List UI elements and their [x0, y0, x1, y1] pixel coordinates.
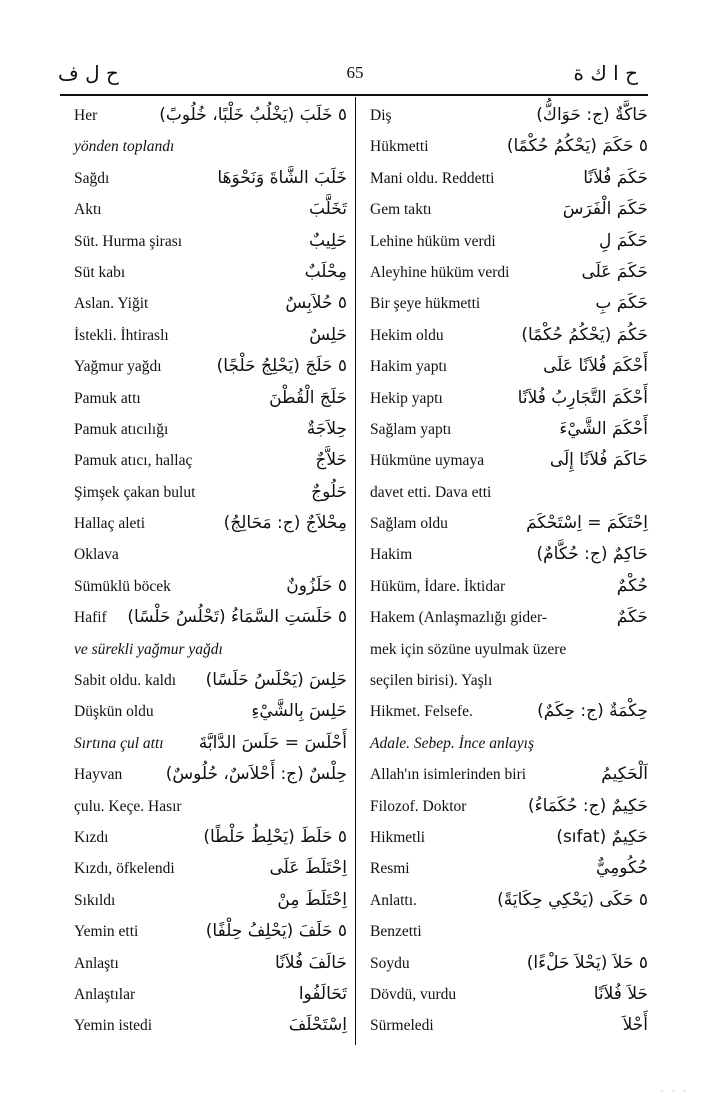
dictionary-entry	[60, 885, 347, 916]
turkish-meaning: Pamuk attı	[74, 389, 141, 407]
dictionary-entry	[366, 351, 648, 382]
dictionary-entry	[366, 665, 648, 696]
arabic-headword: حَلِسٌ	[309, 324, 347, 345]
arabic-headword: حَلِسَ بِالشَّيْءِ	[251, 701, 347, 722]
arabic-headword: مِحْلَبٌ	[304, 261, 347, 282]
turkish-meaning: Aslan. Yiğit	[74, 295, 149, 313]
dictionary-entry	[60, 759, 347, 790]
dictionary-entry	[60, 226, 347, 257]
dictionary-entry	[366, 634, 648, 665]
turkish-meaning: Resmi	[370, 860, 410, 878]
turkish-meaning: Diş	[370, 107, 392, 124]
turkish-meaning: İstekli. İhtiraslı	[74, 326, 169, 344]
dictionary-entry	[366, 728, 648, 759]
turkish-meaning: Hikmet. Felsefe.	[370, 703, 473, 721]
dictionary-entry	[60, 979, 347, 1010]
column-divider	[355, 97, 356, 1045]
dictionary-entry	[366, 445, 648, 476]
turkish-meaning: Hekip yaptı	[370, 389, 443, 407]
dictionary-entry	[60, 288, 347, 319]
dictionary-entry	[60, 853, 347, 884]
arabic-headword: حَلِسَ (يَحْلَسُ حَلَسًا)	[205, 670, 347, 691]
arabic-headword: مِحْلاَجٌ (ج: مَحَالِجُ)	[223, 513, 347, 534]
arabic-headword: ٥ حَكَى (يَحْكِي حِكَايَةً)	[497, 889, 648, 910]
dictionary-entry	[60, 100, 347, 131]
turkish-meaning: Hükmüne uymaya	[370, 452, 485, 470]
arabic-headword: أَحْلَسَ = حَلَسَ الدَّابَّةَ	[198, 732, 347, 753]
turkish-meaning: Hikmetli	[370, 828, 426, 846]
dictionary-entry	[366, 759, 648, 790]
turkish-meaning: Lehine hüküm verdi	[370, 232, 496, 250]
dictionary-entry	[60, 791, 347, 822]
turkish-meaning: seçilen birisi). Yaşlı	[370, 672, 493, 690]
arabic-headword: حَكَمَ فُلاَنًا	[583, 167, 648, 188]
arabic-headword: حَكُمَ (يَحْكُمُ حُكْمًا)	[521, 324, 648, 345]
turkish-meaning: Anlaştılar	[74, 985, 136, 1003]
dictionary-entry	[366, 100, 648, 131]
turkish-meaning: Sümüklü böcek	[74, 577, 171, 595]
arabic-headword: أَحْكَمَ فُلاَنًا عَلَى	[543, 356, 648, 377]
arabic-headword: حَاكَمَ فُلاَنًا إِلَى	[549, 450, 648, 471]
turkish-meaning: davet etti. Dava etti	[370, 483, 492, 501]
turkish-meaning: Hallaç aleti	[74, 515, 145, 533]
dictionary-entry	[60, 320, 347, 351]
turkish-meaning: Hayvan	[74, 766, 123, 784]
dictionary-entry	[60, 665, 347, 696]
arabic-headword: حَكَمَ بِ	[595, 293, 648, 314]
arabic-headword: ٥ حَلَطَ (يَحْلِطُ حَلْطًا)	[203, 826, 347, 847]
dictionary-entry	[60, 948, 347, 979]
dictionary-entry	[366, 194, 648, 225]
turkish-meaning: Anlaştı	[74, 954, 119, 972]
dictionary-entry	[60, 728, 347, 759]
dictionary-entry	[366, 539, 648, 570]
dictionary-entry	[366, 602, 648, 633]
dictionary-entry	[60, 1010, 347, 1041]
arabic-headword: اِحْتَلَطَ مِنْ	[277, 889, 347, 910]
turkish-meaning: Soydu	[370, 954, 410, 972]
dictionary-entry	[60, 916, 347, 947]
turkish-meaning: Sağlam oldu	[370, 515, 448, 533]
turkish-meaning: Allah'ın isimlerinden biri	[370, 766, 527, 784]
arabic-headword: حَلَجَ الْقُطْنَ	[269, 387, 347, 408]
dictionary-entry	[60, 163, 347, 194]
dictionary-entry	[366, 383, 648, 414]
turkish-meaning: Süt kabı	[74, 263, 126, 281]
scan-speckle: · · ·	[660, 1086, 689, 1096]
turkish-meaning: Yemin etti	[74, 923, 139, 941]
arabic-headword: ٥ حَلَفَ (يَحْلِفُ حِلْفًا)	[205, 921, 347, 942]
turkish-meaning: Sabit oldu. kaldı	[74, 672, 177, 690]
turkish-meaning: Sürmeledi	[370, 1017, 434, 1035]
header-left-letters: ح ل ف	[58, 61, 119, 85]
arabic-headword: ٥ حَلاَ (يَحْلاَ حَلْءًا)	[526, 952, 648, 973]
turkish-meaning: Mani oldu. Reddetti	[370, 169, 495, 187]
dictionary-entry	[366, 320, 648, 351]
arabic-headword: أَحْلاَ	[622, 1015, 648, 1036]
dictionary-entry	[60, 634, 347, 665]
arabic-headword: اَلْحَكِيمُ	[601, 764, 648, 785]
dictionary-entry	[60, 194, 347, 225]
turkish-meaning: Kızdı	[74, 828, 109, 846]
arabic-headword: اِسْتَحْلَفَ	[288, 1015, 347, 1036]
arabic-headword: ٥ حَلَزُونٌ	[286, 575, 347, 596]
dictionary-entry	[60, 257, 347, 288]
dictionary-entry	[366, 885, 648, 916]
turkish-meaning: Hakem (Anlaşmazlığı gider-	[370, 609, 548, 627]
dictionary-entry	[60, 539, 347, 570]
turkish-meaning: Sağdı	[74, 169, 110, 187]
arabic-headword: حَلاَّجٌ	[315, 450, 347, 471]
arabic-headword: تَحَالَفُوا	[298, 983, 347, 1004]
turkish-meaning: ve sürekli yağmur yağdı	[74, 640, 223, 658]
turkish-meaning: Her	[74, 107, 98, 124]
dictionary-entry	[366, 288, 648, 319]
turkish-meaning: Hekim oldu	[370, 326, 444, 344]
dictionary-entry	[60, 696, 347, 727]
turkish-meaning: Sağlam yaptı	[370, 420, 452, 438]
arabic-headword: ٥ حَلَسَتِ السَّمَاءُ (تَحْلُسُ حَلْسًا)	[127, 607, 347, 628]
turkish-meaning: Pamuk atıcı, hallaç	[74, 452, 193, 470]
dictionary-entry	[366, 948, 648, 979]
dictionary-entry	[366, 131, 648, 162]
arabic-headword: حَكِيمٌ (sıfat)	[556, 826, 648, 847]
turkish-meaning: Bir şeye hükmetti	[370, 295, 481, 313]
turkish-meaning: Dövdü, vurdu	[370, 985, 457, 1003]
dictionary-entry	[60, 477, 347, 508]
turkish-meaning: Süt. Hurma şirası	[74, 232, 183, 250]
turkish-meaning: Yağmur yağdı	[74, 358, 162, 376]
dictionary-entry	[60, 445, 347, 476]
arabic-headword: حَاكَّةٌ (ج: حَوَاكُّ)	[536, 105, 648, 125]
turkish-meaning: Aleyhine hüküm verdi	[370, 263, 510, 281]
arabic-headword: حَلاَ فُلاَنًا	[593, 983, 648, 1004]
arabic-headword: حُكْمٌ	[616, 575, 648, 596]
arabic-headword: حَكَمٌ	[616, 607, 648, 628]
dictionary-entry	[366, 853, 648, 884]
turkish-meaning: çulu. Keçe. Hasır	[74, 797, 182, 815]
dictionary-entry	[366, 822, 648, 853]
turkish-meaning: Pamuk atıcılığı	[74, 420, 169, 438]
dictionary-entry	[60, 414, 347, 445]
turkish-meaning: Hüküm, İdare. İktidar	[370, 577, 506, 595]
dictionary-entry	[366, 508, 648, 539]
arabic-headword: تَخَلَّبَ	[308, 199, 347, 220]
arabic-headword: حَكِيمٌ (ج: حُكَمَاءُ)	[527, 795, 648, 816]
arabic-headword: اِحْتَكَمَ = اِسْتَحْكَمَ	[526, 513, 648, 534]
dictionary-entry	[366, 696, 648, 727]
arabic-headword: خَلَبَ الشَّاةَ وَنَحْوَهَا	[217, 167, 347, 188]
turkish-meaning: Filozof. Doktor	[370, 797, 467, 815]
dictionary-entry	[366, 477, 648, 508]
arabic-headword: ٥ حَكَمَ (يَحْكُمُ حُكْمًا)	[506, 136, 648, 157]
dictionary-entry	[60, 602, 347, 633]
arabic-headword: ٥ خَلَبَ (يَخْلُبُ خَلْبًا، خُلُوبً)	[159, 105, 347, 125]
arabic-headword: اِحْتَلَطَ عَلَى	[269, 858, 347, 879]
turkish-meaning: Gem taktı	[370, 201, 432, 219]
turkish-meaning: Kızdı, öfkelendi	[74, 860, 175, 878]
dictionary-entry	[60, 351, 347, 382]
turkish-meaning: Yemin istedi	[74, 1017, 153, 1035]
left-column	[60, 100, 347, 1042]
turkish-meaning: Hakim yaptı	[370, 358, 448, 376]
right-column	[366, 100, 648, 1042]
turkish-meaning: Hakim	[370, 546, 413, 564]
turkish-meaning: Şimşek çakan bulut	[74, 483, 196, 501]
dictionary-entry	[366, 226, 648, 257]
turkish-meaning: Sırtına çul attı	[74, 734, 164, 752]
arabic-headword: ٥ حُلاَبِسٌ	[285, 293, 347, 314]
dictionary-entry	[60, 571, 347, 602]
dictionary-entry	[60, 822, 347, 853]
header-right-letters: ح ا ك ة	[573, 61, 638, 85]
arabic-headword: حَلُوجٌ	[311, 481, 347, 502]
arabic-headword: حَكَمَ عَلَى	[581, 261, 648, 282]
dictionary-entry	[366, 257, 648, 288]
turkish-meaning: Hükmetti	[370, 138, 429, 156]
dictionary-entry	[60, 508, 347, 539]
dictionary-entry	[60, 383, 347, 414]
turkish-meaning: yönden toplandı	[74, 138, 175, 156]
turkish-meaning: Düşkün oldu	[74, 703, 154, 721]
turkish-meaning: Aktı	[74, 201, 102, 219]
arabic-headword: حُكُومِيٌّ	[596, 858, 648, 879]
dictionary-entry	[60, 131, 347, 162]
turkish-meaning: Anlattı.	[370, 891, 417, 909]
arabic-headword: ٥ حَلَجَ (يَحْلِجُ حَلْجًا)	[216, 356, 347, 377]
dictionary-entry	[366, 571, 648, 602]
dictionary-entry	[366, 1010, 648, 1041]
arabic-headword: حِلاَجَةٌ	[306, 418, 347, 439]
arabic-headword: أَحْكَمَ التَّجَارِبُ فُلاَنًا	[517, 387, 648, 408]
dictionary-entry	[366, 979, 648, 1010]
arabic-headword: حِلْسٌ (ج: أَحْلاَسٌ، حُلُوسٌ)	[165, 764, 347, 785]
turkish-meaning: Sıkıldı	[74, 891, 116, 909]
dictionary-entry	[366, 163, 648, 194]
dictionary-entry	[366, 414, 648, 445]
dictionary-entry	[366, 791, 648, 822]
page-number: 65	[346, 63, 364, 82]
turkish-meaning: Hafif	[74, 609, 107, 627]
arabic-headword: حَكَمَ الْفَرَسَ	[562, 199, 648, 220]
arabic-headword: أَحْكَمَ الشَّيْءَ	[559, 418, 648, 439]
turkish-meaning: Oklava	[74, 546, 119, 564]
turkish-meaning: mek için sözüne uyulmak üzere	[370, 640, 567, 658]
arabic-headword: حَاكِمٌ (ج: حُكَّامٌ)	[536, 544, 648, 565]
arabic-headword: حَلِيبٌ	[309, 230, 347, 251]
turkish-meaning: Adale. Sebep. İnce anlayış	[370, 734, 534, 752]
arabic-headword: حِكْمَةٌ (ج: حِكَمٌ)	[537, 701, 648, 722]
turkish-meaning: Benzetti	[370, 923, 422, 941]
header-rule	[60, 94, 648, 96]
arabic-headword: حَكَمَ لِ	[599, 230, 648, 251]
arabic-headword: حَالَفَ فُلاَنًا	[274, 952, 347, 973]
dictionary-entry	[366, 916, 648, 947]
